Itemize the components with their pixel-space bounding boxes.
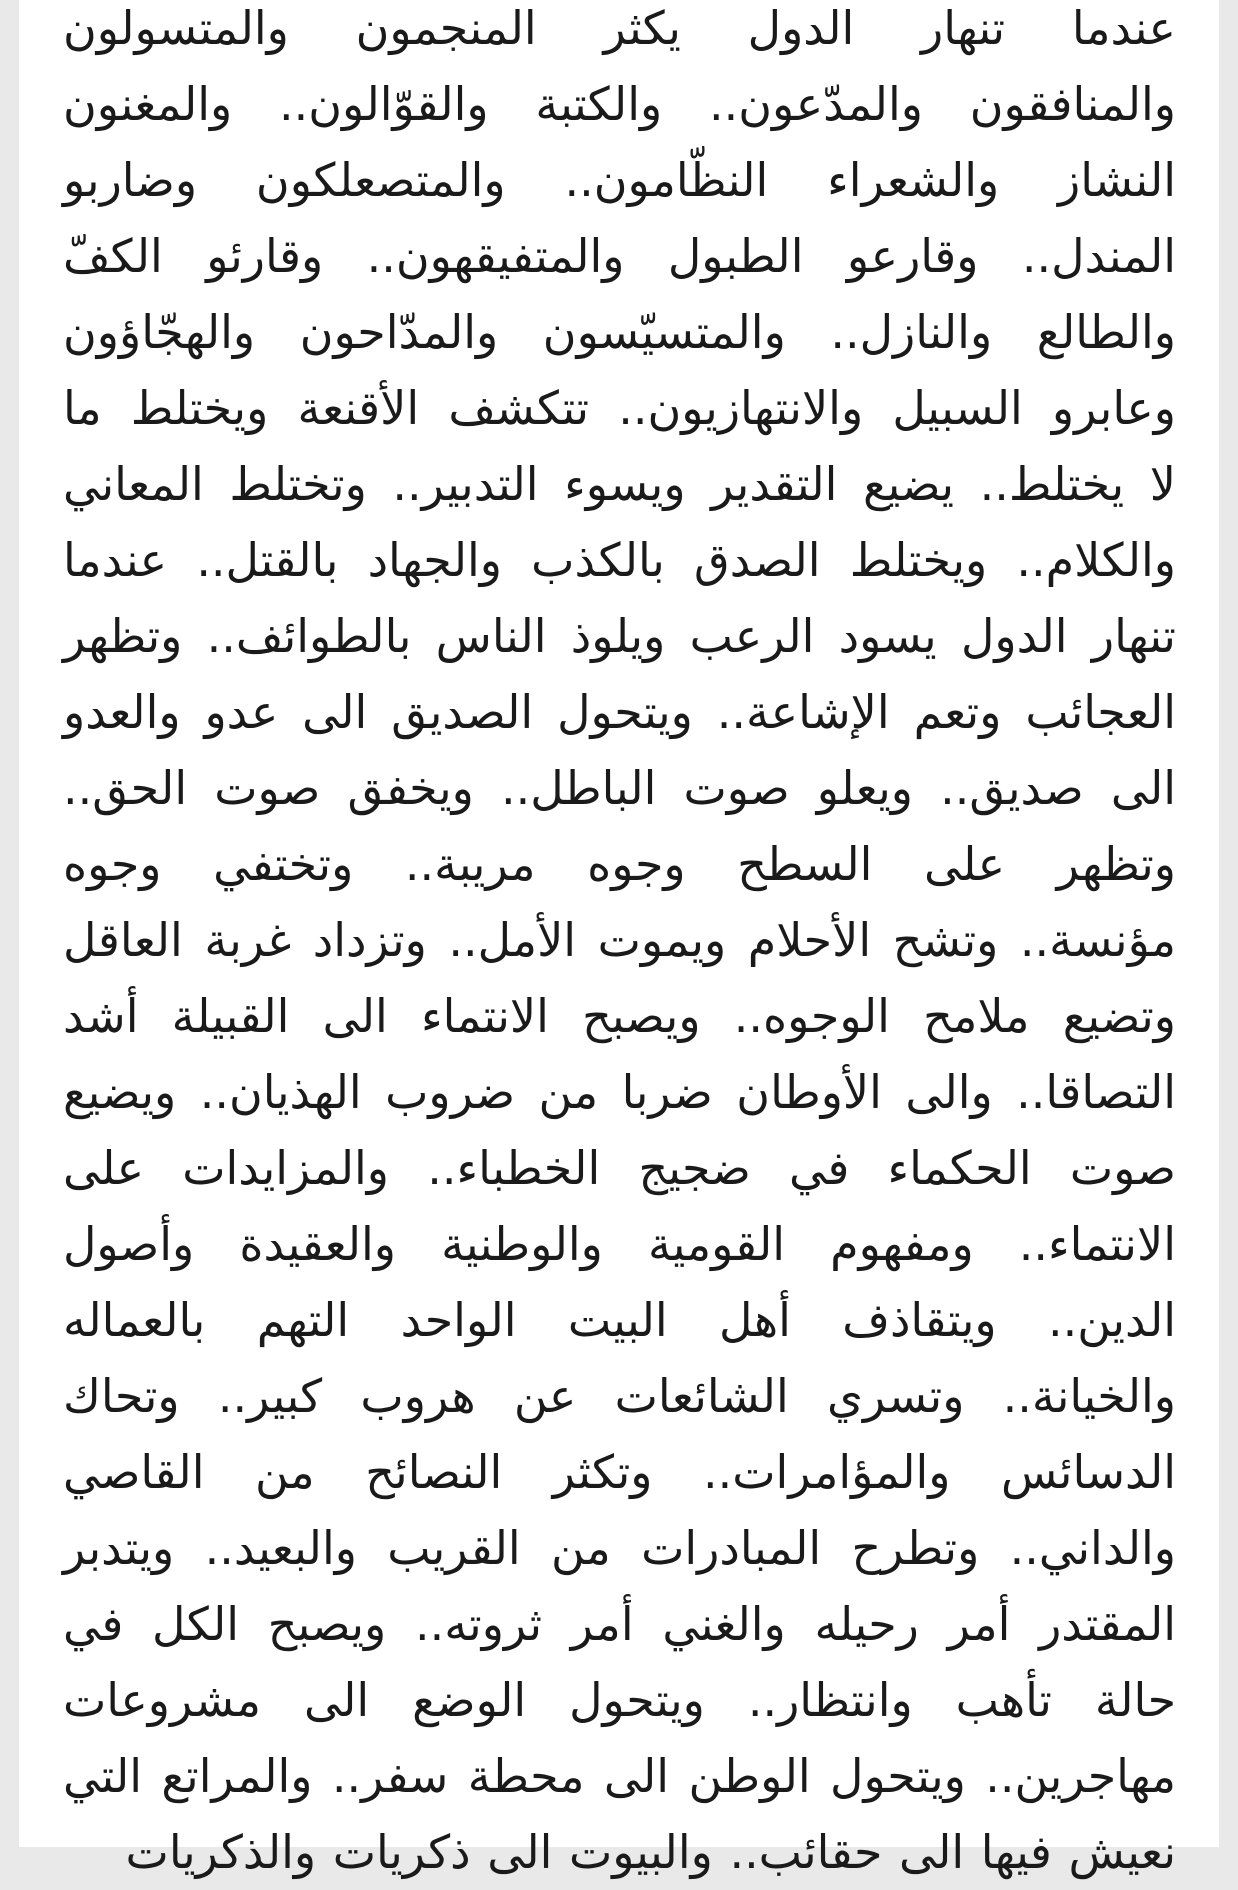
text-line-17: الانتماء.. ومفهوم القومية والوطنية والعقيدة وأصول <box>63 1217 1176 1271</box>
text-line-1: عندما تنهار الدول يكثر المنجمون والمتسولون <box>63 1 1176 55</box>
text-line-24: مهاجرين.. ويتحول الوطن الى محطة سفر.. والمراتع التي <box>63 1749 1176 1803</box>
text-line-10: العجائب وتعم الإشاعة.. ويتحول الصديق الى عدو والعدو <box>63 685 1176 739</box>
text-line-15: التصاقا.. والى الأوطان ضربا من ضروب الهذيان.. ويضيع <box>63 1065 1176 1119</box>
text-line-13: مؤنسة.. وتشح الأحلام ويموت الأمل.. وتزداد غربة العاقل <box>63 913 1176 967</box>
text-line-6: وعابرو السبيل والانتهازيون.. تتكشف الأقنعة ويختلط ما <box>63 381 1176 435</box>
text-line-25: نعيش فيها الى حقائب.. والبيوت الى ذكريات والذكريات <box>125 1825 1176 1879</box>
text-line-18: الدين.. ويتقاذف أهل البيت الواحد التهم بالعماله <box>63 1293 1176 1347</box>
text-line-8: والكلام.. ويختلط الصدق بالكذب والجهاد بالقتل.. عندما <box>63 533 1176 587</box>
text-line-11: الى صديق.. ويعلو صوت الباطل.. ويخفق صوت الحق.. <box>63 761 1176 815</box>
text-line-4: المندل.. وقارعو الطبول والمتفيقهون.. وقارئو الكفّ <box>63 229 1176 283</box>
text-line-12: وتظهر على السطح وجوه مريبة.. وتختفي وجوه <box>63 837 1176 891</box>
text-line-9: تنهار الدول يسود الرعب ويلوذ الناس بالطوائف.. وتظهر <box>63 609 1176 663</box>
text-line-3: النشاز والشعراء النظّامون.. والمتصعلكون وضاربو <box>63 153 1176 207</box>
text-line-5: والطالع والنازل.. والمتسيّسون والمدّاحون والهجّاؤون <box>63 305 1176 359</box>
text-line-14: وتضيع ملامح الوجوه.. ويصبح الانتماء الى القبيلة أشد <box>63 989 1176 1043</box>
text-line-20: الدسائس والمؤامرات.. وتكثر النصائح من القاصي <box>63 1445 1176 1499</box>
text-line-2: والمنافقون والمدّعون.. والكتبة والقوّالون.. والمغنون <box>63 77 1176 131</box>
text-line-7: لا يختلط.. يضيع التقدير ويسوء التدبير.. وتختلط المعاني <box>63 457 1176 511</box>
text-line-16: صوت الحكماء في ضجيج الخطباء.. والمزايدات على <box>63 1141 1176 1195</box>
article-text <box>63 0 1176 1890</box>
text-line-23: حالة تأهب وانتظار.. ويتحول الوضع الى مشروعات <box>63 1673 1176 1727</box>
text-line-19: والخيانة.. وتسري الشائعات عن هروب كبير.. وتحاك <box>63 1369 1176 1423</box>
document-page <box>19 0 1219 1879</box>
text-line-22: المقتدر أمر رحيله والغني أمر ثروته.. ويصبح الكل في <box>63 1597 1176 1651</box>
text-line-21: والداني.. وتطرح المبادرات من القريب والبعيد.. ويتدبر <box>63 1521 1176 1575</box>
